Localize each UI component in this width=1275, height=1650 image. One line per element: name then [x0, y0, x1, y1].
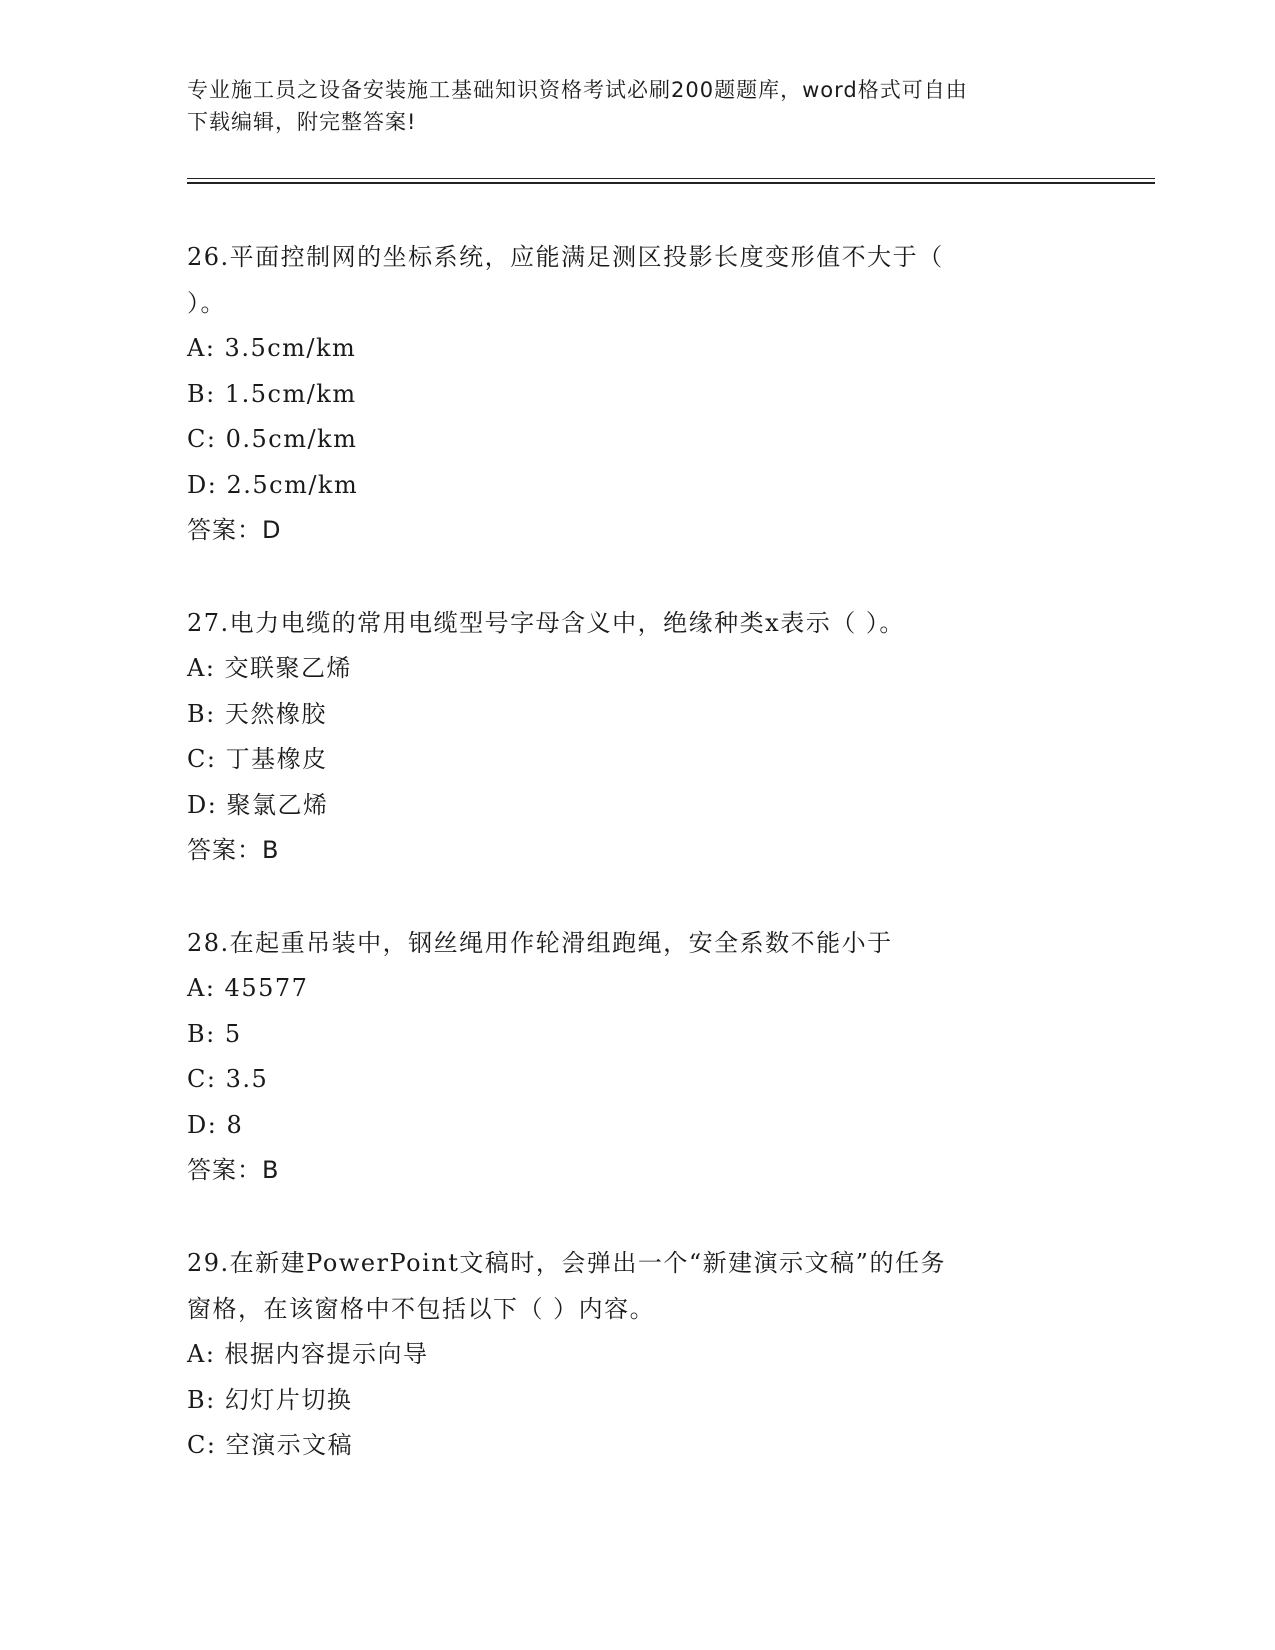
option-a: A: 根据内容提示向导	[187, 1340, 429, 1368]
option-a: A: 3.5cm/km	[187, 334, 357, 362]
option-c: C: 3.5	[187, 1065, 269, 1093]
header-title-line-1: 专业施工员之设备安装施工基础知识资格考试必刷200题题库，word格式可自由	[187, 78, 968, 102]
question-stem-line-2: ）。	[187, 289, 226, 317]
question-27	[187, 600, 1087, 874]
header-title-line-2: 下载编辑，附完整答案!	[187, 110, 417, 134]
option-d: D: 2.5cm/km	[187, 470, 359, 499]
option-b: B: 天然橡胶	[187, 699, 327, 728]
header-divider-top	[187, 178, 1155, 179]
answer-line: 答案：B	[187, 836, 280, 864]
header-divider-bottom	[187, 182, 1155, 184]
option-a: A: 交联聚乙烯	[187, 654, 353, 682]
option-b: B: 5	[187, 1019, 242, 1048]
question-26	[187, 234, 1087, 554]
option-b: B: 幻灯片切换	[187, 1385, 353, 1414]
option-c: C: 空演示文稿	[187, 1431, 354, 1459]
question-28	[187, 920, 1087, 1194]
question-stem-line-1: 26.平面控制网的坐标系统，应能满足测区投影长度变形值不大于（	[187, 243, 944, 271]
question-stem-line-1: 27.电力电缆的常用电缆型号字母含义中，绝缘种类x表示（ ）。	[187, 609, 905, 637]
option-a: A: 45577	[187, 974, 309, 1002]
question-29	[187, 1240, 1087, 1469]
option-b: B: 1.5cm/km	[187, 379, 357, 408]
question-stem-line-1: 29.在新建PowerPoint文稿时，会弹出一个“新建演示文稿”的任务	[187, 1249, 946, 1277]
question-stem-line-1: 28.在起重吊装中，钢丝绳用作轮滑组跑绳，安全系数不能小于	[187, 929, 893, 957]
answer-line: 答案：D	[187, 516, 282, 544]
option-d: D: 8	[187, 1110, 244, 1139]
document-header	[187, 74, 1087, 138]
option-d: D: 聚氯乙烯	[187, 790, 329, 819]
option-c: C: 0.5cm/km	[187, 425, 358, 453]
option-c: C: 丁基橡皮	[187, 745, 328, 773]
question-stem-line-2: 窗格，在该窗格中不包括以下（ ）内容。	[187, 1295, 656, 1323]
answer-line: 答案：B	[187, 1156, 280, 1184]
